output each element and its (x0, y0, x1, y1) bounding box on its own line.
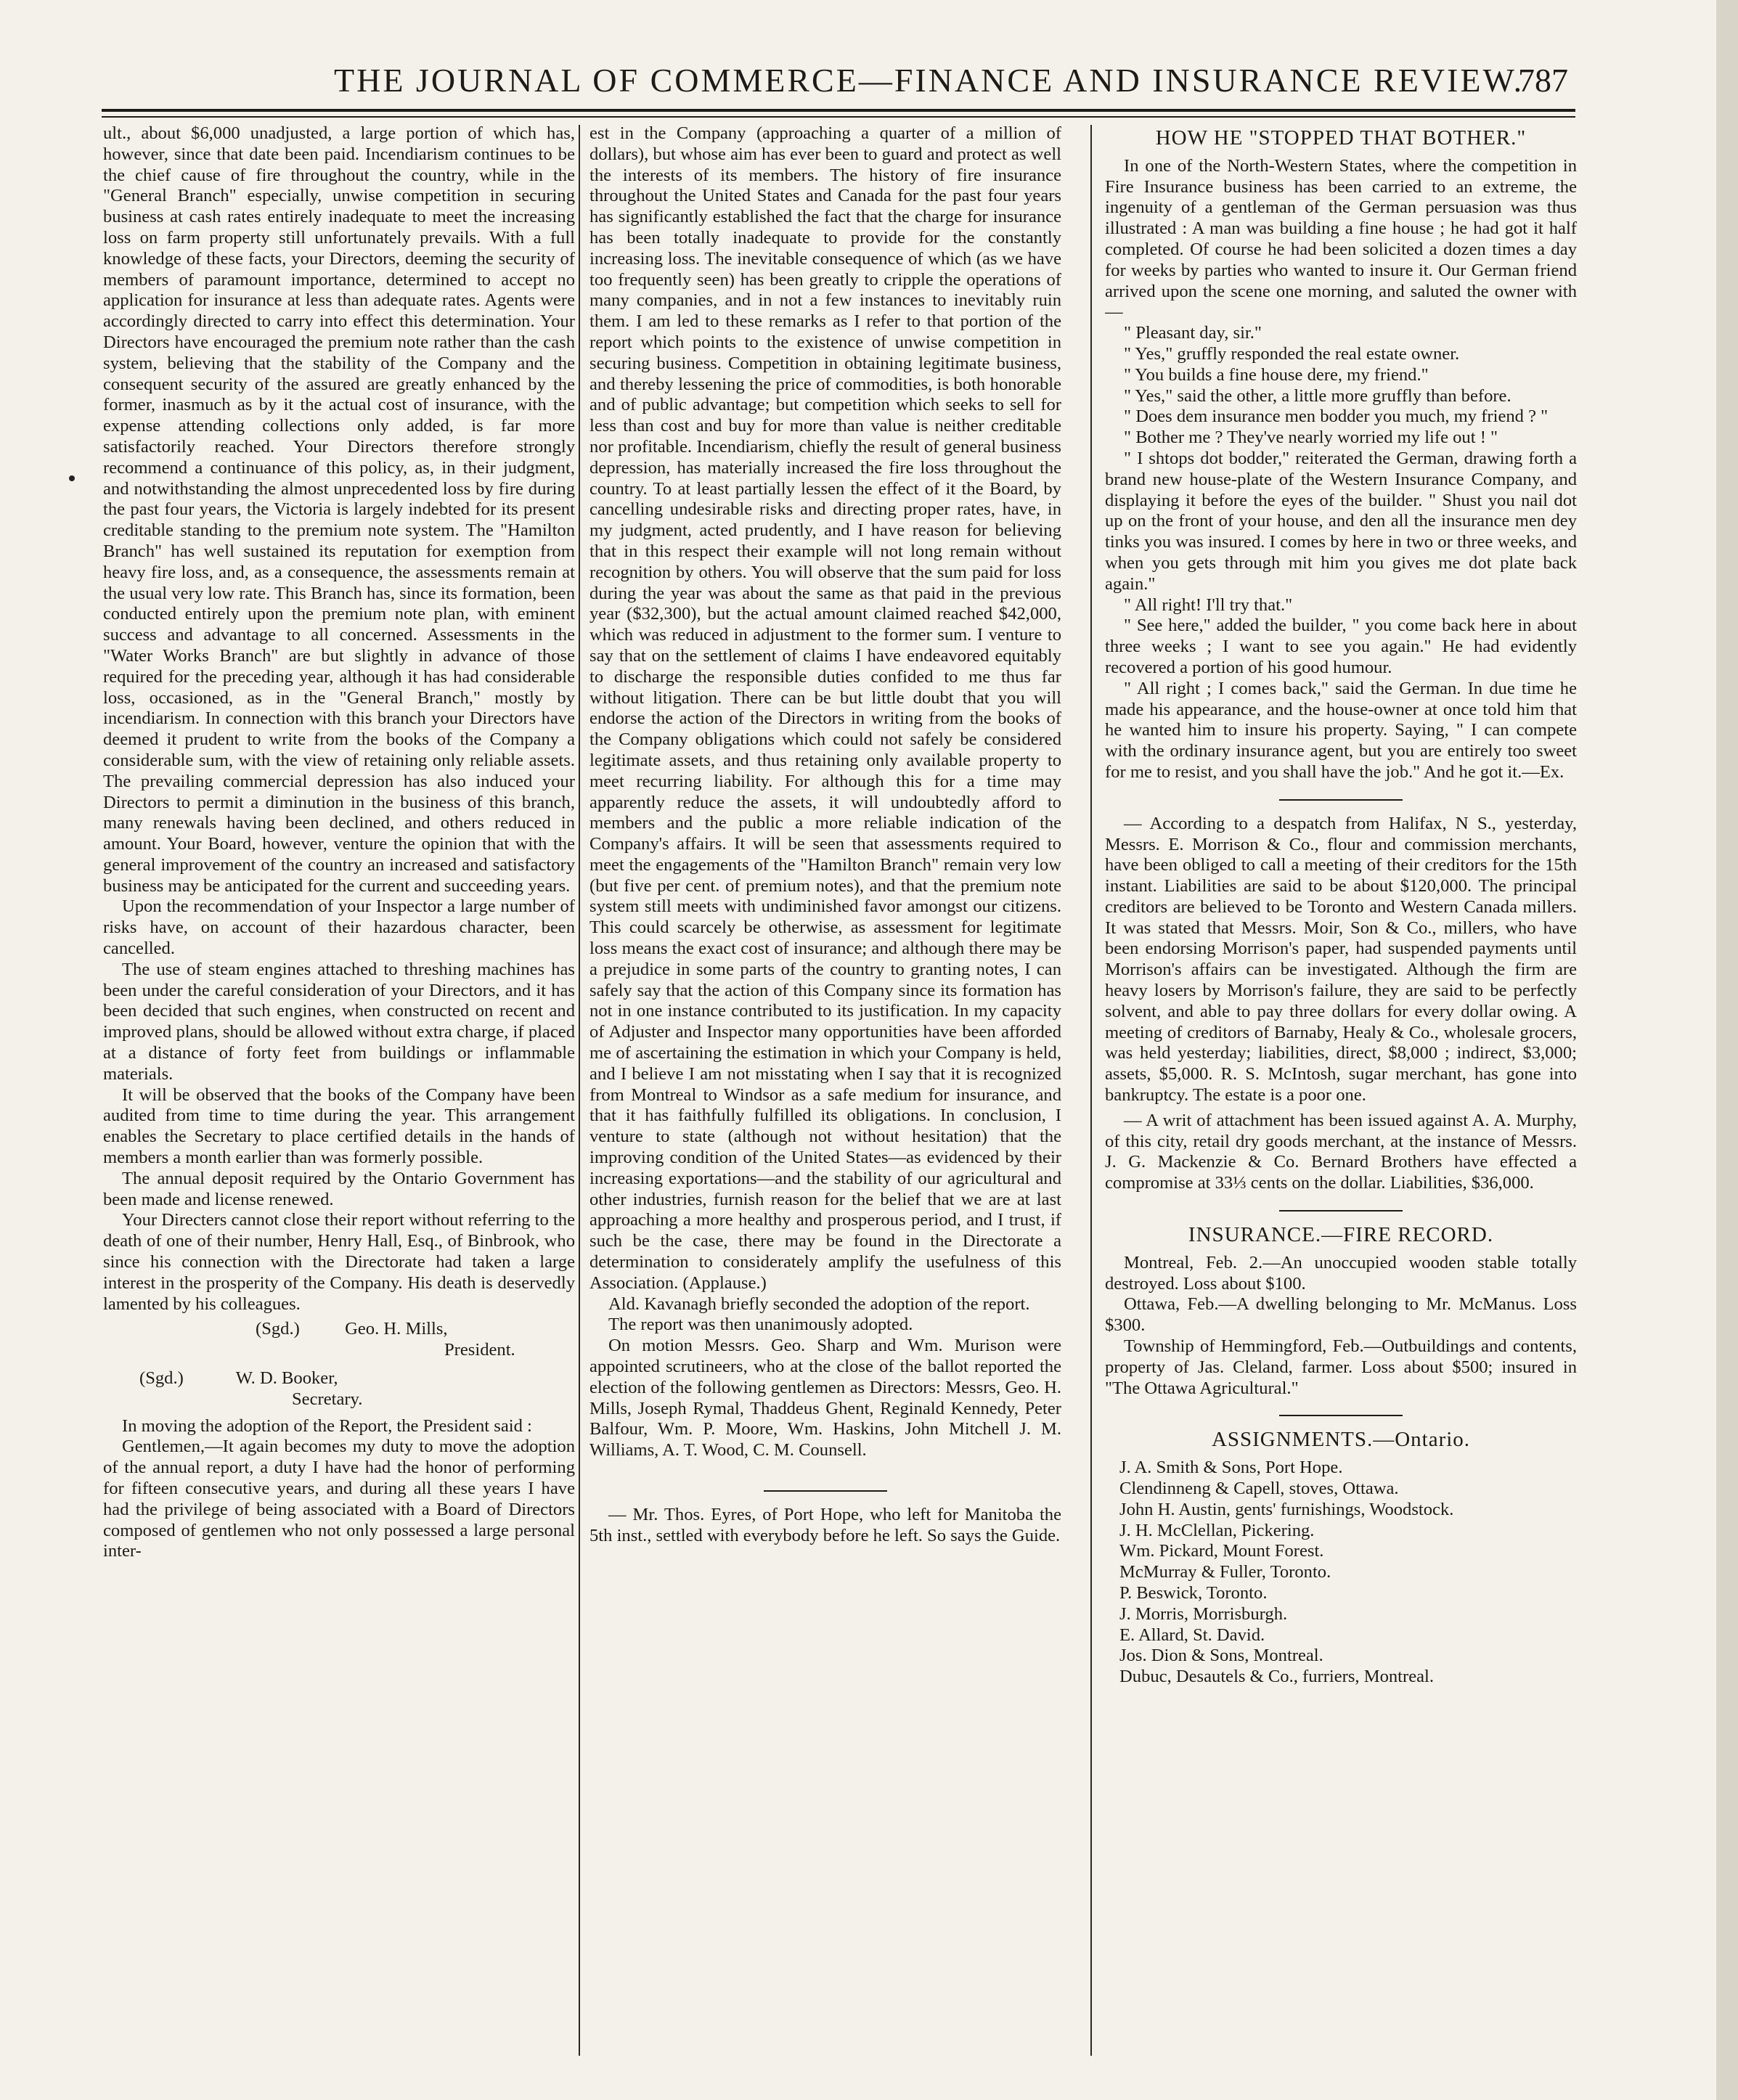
list-item: P. Beswick, Toronto. (1119, 1583, 1268, 1603)
journal-title: THE JOURNAL OF COMMERCE—FINANCE AND INSURANCE REVIEW. (334, 62, 1525, 99)
paragraph: " Bother me ? They've nearly worried my life out ! " (1124, 428, 1498, 448)
news-item: — A writ of attachment has been issued against A. A. Murphy, of this city, retail dry goods merchant, at the instance of Messrs. J. G. Mackenzie & Co. Bernard Brothers have effected a compromise at 33⅓ cents on the dollar. Liabilities, $36,000. (1105, 1110, 1577, 1193)
fire-record-item: Ottawa, Feb.—A dwelling belonging to Mr. McManus. Loss $300. (1105, 1294, 1577, 1336)
section-heading: INSURANCE.—FIRE RECORD. (1188, 1223, 1494, 1247)
list-item: J. Morris, Morrisburgh. (1119, 1603, 1288, 1624)
signature-title: Secretary. (292, 1389, 363, 1409)
list-item: E. Allard, St. David. (1119, 1625, 1265, 1645)
paragraph: Ald. Kavanagh briefly seconded the adoption of the report. (608, 1294, 1030, 1314)
section-heading: ASSIGNMENTS.—Ontario. (1211, 1428, 1471, 1452)
list-item: Jos. Dion & Sons, Montreal. (1119, 1646, 1323, 1666)
section-rule (764, 1490, 887, 1492)
margin-mark (69, 475, 75, 481)
paragraph: In moving the adoption of the Report, the President said : (122, 1415, 532, 1436)
column-divider-2 (1090, 125, 1092, 2056)
list-item: J. A. Smith & Sons, Port Hope. (1119, 1458, 1343, 1478)
paragraph: " See here," added the builder, " you come back here in about three weeks ; I want to see you again." He had evidently recovered a portion of his good humour. (1105, 616, 1577, 677)
signature-title: President. (444, 1340, 515, 1360)
signature-label: (Sgd.) (139, 1368, 184, 1389)
article-heading: HOW HE "STOPPED THAT BOTHER." (1155, 126, 1527, 150)
news-item: — According to a despatch from Halifax, N S., yesterday, Messrs. E. Morrison & Co., flour and commission merchants, have been obliged to call a meeting of their creditors for the 15th instant. Liabilities are said to be about $120,000. The principal creditors are believed to be Toronto and Western Canada millers. It was stated that Messrs. Moir, Son & Co., millers, who have been endorsing Morrison's paper, had suspended payments until Morrison's affairs can be investigated. Although the firm are heavy losers by Morrison's failure, they are said to be perfectly solvent, and able to pay three dollars for every dollar owing. A meeting of creditors of Barnaby, Healy & Co., wholesale grocers, was held yesterday; liabilities, direct, $8,000 ; indirect, $3,000; assets, $5,000. R. S. McIntosh, sugar merchant, has gone into bankruptcy. The estate is a poor one. (1105, 813, 1577, 1106)
paragraph: ult., about $6,000 unadjusted, a large portion of which has, however, since that date been paid. Incendiarism continues to be the chief cause of fire throughout the country, while in the "General Branch" especially, unwise competition in securing business at cash rates entirely inadequate to meet the increasing loss on farm property still unfortunately prevails. With a full knowledge of these facts, your Directors, deeming the security of members of paramount importance, determined to accept no application for insurance at less than adequate rates. Agents were accordingly directed to carry into effect this determination. Your Directors have encouraged the premium note rather than the cash system, believing that the stability of the Company and the consequent security of the assured are greatly enhanced by the former, inasmuch as by it the actual cost of insurance, with the expense attending collections only added, is far more satisfactorily reached. Your Directors therefore strongly recommend a continuance of this policy, as, in their judgment, and notwithstanding the almost unprecedented loss by fire during the past four years, the Victoria is largely indebted for its present creditable standing to the premium note system. The "Hamilton Branch" has well sustained its reputation for exemption from heavy fire loss, and, as a consequence, the assessments remain at the usual very low rate. This Branch has, since its formation, been conducted entirely upon the premium note plan, with eminent success and advantage to all concerned. Assessments in the "Water Works Branch" are but slightly in advance of those required for the preceding year, although it has had considerable loss, occasioned, as in the "General Branch," mostly by incendiarism. In connection with this branch your Directors have deemed it prudent to write from the books of the Company a considerable sum, with the view of retaining only reliable assets. The prevailing commercial depression has also induced your Directors to permit a diminution in the business of this branch, many renewals having been declined, and others reduced in amount. Your Board, however, venture the opinion that with the general improvement of the country an increased and satisfactory business may be anticipated for the current and succeeding years. (103, 123, 575, 896)
news-item: — Mr. Thos. Eyres, of Port Hope, who left for Manitoba the 5th inst., settled with everybody before he left. So says the Guide. (589, 1505, 1061, 1545)
paragraph: The annual deposit required by the Ontario Government has been made and license renewed. (103, 1168, 575, 1209)
header-rule (102, 109, 1575, 118)
paragraph: " All right! I'll try that." (1124, 595, 1293, 615)
list-item: Dubuc, Desautels & Co., furriers, Montreal. (1119, 1667, 1435, 1687)
page-number: 787 (1518, 62, 1568, 99)
paragraph: " All right ; I comes back," said the German. In due time he made his appearance, and the house-owner at once told him that he wanted him to insure his property. Saying, " I can compete with the ordinary insurance agent, but you are entirely too sweet for me to resist, and you shall have the job." And he got it.—Ex. (1105, 678, 1577, 782)
masthead (102, 57, 1568, 107)
signature-secretary (103, 1368, 575, 1389)
page-edge (1716, 0, 1738, 2100)
paragraph: " Yes," said the other, a little more gruffly than before. (1124, 385, 1511, 406)
paragraph: Upon the recommendation of your Inspector a large number of risks have, on account of their hazardous character, been cancelled. (103, 896, 575, 959)
section-rule (1279, 1415, 1403, 1416)
paragraph: " Yes," gruffly responded the real estate owner. (1124, 343, 1460, 364)
signature-name: Geo. H. Mills, (345, 1319, 448, 1339)
assignments-list (1105, 1458, 1577, 1688)
column-2 (589, 123, 1061, 2069)
paragraph: It will be observed that the books of the Company have been audited from time to time during the year. This arrangement enables the Secretary to place certified details in the hands of members a month earlier than was formerly possible. (103, 1084, 575, 1168)
fire-record-item: Montreal, Feb. 2.—An unoccupied wooden stable totally destroyed. Loss about $100. (1105, 1252, 1577, 1294)
section-rule (1279, 1210, 1403, 1212)
paragraph: " Does dem insurance men bodder you much, my friend ? " (1124, 406, 1549, 427)
paragraph: The report was then unanimously adopted. (608, 1315, 913, 1335)
list-item: J. H. McClellan, Pickering. (1119, 1520, 1315, 1540)
list-item: McMurray & Fuller, Toronto. (1119, 1562, 1331, 1582)
signature-name: W. D. Booker, (235, 1368, 338, 1389)
section-rule (1279, 799, 1403, 801)
paragraph: In one of the North-Western States, where the competition in Fire Insurance business has been carried to an extreme, the ingenuity of a gentleman of the German persuasion was thus illustrated : A man was building a fine house ; he had got it half completed. Of course he had been solicited a dozen times a day for weeks by parties who wanted to insure it. Our German friend arrived upon the scene one morning, and saluted the owner with— (1105, 155, 1577, 322)
paragraph: est in the Company (approaching a quarter of a million of dollars), but whose aim has ever been to guard and protect as well the interests of its members. The history of fire insurance throughout the United States and Canada for the past four years has significantly established the fact that the charge for insurance has been totally inadequate to provide for the constantly increasing loss. The inevitable consequence of which (as we have too frequently seen) has been greatly to cripple the operations of many companies, and in not a few instances to inevitably ruin them. I am led to these remarks as I refer to that portion of the report which points to the existence of unwise competition in securing business. Competition in obtaining legitimate business, and thereby lessening the price of commodities, is both honorable and of public advantage; but competition which seeks to sell for less than cost and buy for more than value is neither creditable nor profitable. Incendiarism, chiefly the result of general business depression, has materially increased the fire loss throughout the country. To at least partially lessen the effect of it the Board, by cancelling undesirable risks and directing proper rates, have, in my judgment, acted prudently, and I have reason for believing that in this respect their example will not long remain without recognition by others. You will observe that the sum paid for loss during the year was about the same as that paid in the previous year ($32,300), but the actual amount claimed reached $42,000, which was reduced in adjustment to the former sum. I venture to say that on the settlement of claims I have endeavored equitably to discharge the responsible duties confided to me thus far without litigation. There can be but little doubt that you will endorse the action of the Directors in writing from the books of the Company obligations which could not safely be considered legitimate assets, and thus retaining only available property to meet recurring liability. For although this for a time may apparently reduce the assets, it will undoubtedly afford to members and the public a more reliable indication of the Company's affairs. It will be seen that assessments required to meet the engagements of the "Hamilton Branch" remain very low (but five per cent. of premium notes), and that the premium note system still meets with undiminished favor amongst our citizens. This could scarcely be otherwise, as assessment for legitimate loss means the exact cost of insurance; and although there may be a prejudice in some parts of the country to granting notes, I can safely say that the action of this Company since its formation has not in one instance contributed to its justification. In my capacity of Adjuster and Inspector many opportunities have been afforded me of ascertaining the estimation in which your Company is held, and I believe I am not misstating when I say that it is recognized from Montreal to Windsor as a safe medium for insurance, and that it has faithfully fulfilled its obligations. In conclusion, I venture to state (although not without hesitation) that the improving condition of the United States—as evidenced by their increasing exportations—and the stability of our agricultural and other industries, furnish reason for the belief that we are at last approaching a more healthy and prosperous period, and I trust, if such be the case, there may be found in the Directorate a determination to considerately amplify the usefulness of this Association. (Applause.) (589, 123, 1061, 1293)
paragraph: The use of steam engines attached to threshing machines has been under the careful consideration of your Directors, and it has been decided that such engines, when constructed on recent and improved plans, should be allowed without extra charge, if placed at a distance of forty feet from buildings or inflammable materials. (103, 959, 575, 1084)
fire-record-item: Township of Hemmingford, Feb.—Outbuildings and contents, property of Jas. Cleland, farmer. Loss about $500; insured in "The Ottawa Agricultural." (1105, 1336, 1577, 1398)
paragraph: On motion Messrs. Geo. Sharp and Wm. Murison were appointed scrutineers, who at the close of the ballot reported the election of the following gentlemen as Directors: Messrs, Geo. H. Mills, Joseph Rymal, Thaddeus Ghent, Reginald Kennedy, Peter Balfour, Wm. P. Moore, Wm. Haskins, John Mitchell J. M. Williams, A. T. Wood, C. M. Counsell. (589, 1336, 1061, 1460)
column-3 (1105, 123, 1577, 2069)
paragraph: " I shtops dot bodder," reiterated the German, drawing forth a brand new house-plate of the Western Insurance Company, and displaying it before the eyes of the builder. " Shust you nail dot up on the front of your house, and den all the insurance men dey tinks you was insured. I comes by here in two or three weeks, and when you gets through mit him you gives me dot plate back again." (1105, 448, 1577, 594)
column-1 (103, 123, 575, 2069)
paragraph: Your Directers cannot close their report without referring to the death of one of their number, Henry Hall, Esq., of Binbrook, who since his connection with the Directorate had taken a large interest in the prosperity of the Company. His death is deservedly lamented by his colleagues. (103, 1210, 575, 1314)
list-item: Clendinneng & Capell, stoves, Ottawa. (1119, 1479, 1399, 1499)
list-item: Wm. Pickard, Mount Forest. (1119, 1541, 1324, 1561)
signature-president (103, 1319, 575, 1340)
paragraph: Gentlemen,—It again becomes my duty to move the adoption of the annual report, a duty I have had the honor of performing for fifteen consecutive years, and during all these years I have had the privilege of being associated with a Board of Directors composed of gentlemen who not only possessed a large personal inter- (103, 1437, 575, 1561)
paragraph: " You builds a fine house dere, my friend." (1124, 364, 1429, 385)
paragraph: " Pleasant day, sir." (1124, 323, 1262, 343)
column-divider-1 (579, 125, 580, 2056)
list-item: John H. Austin, gents' furnishings, Woodstock. (1119, 1499, 1454, 1519)
signature-label: (Sgd.) (256, 1319, 300, 1339)
